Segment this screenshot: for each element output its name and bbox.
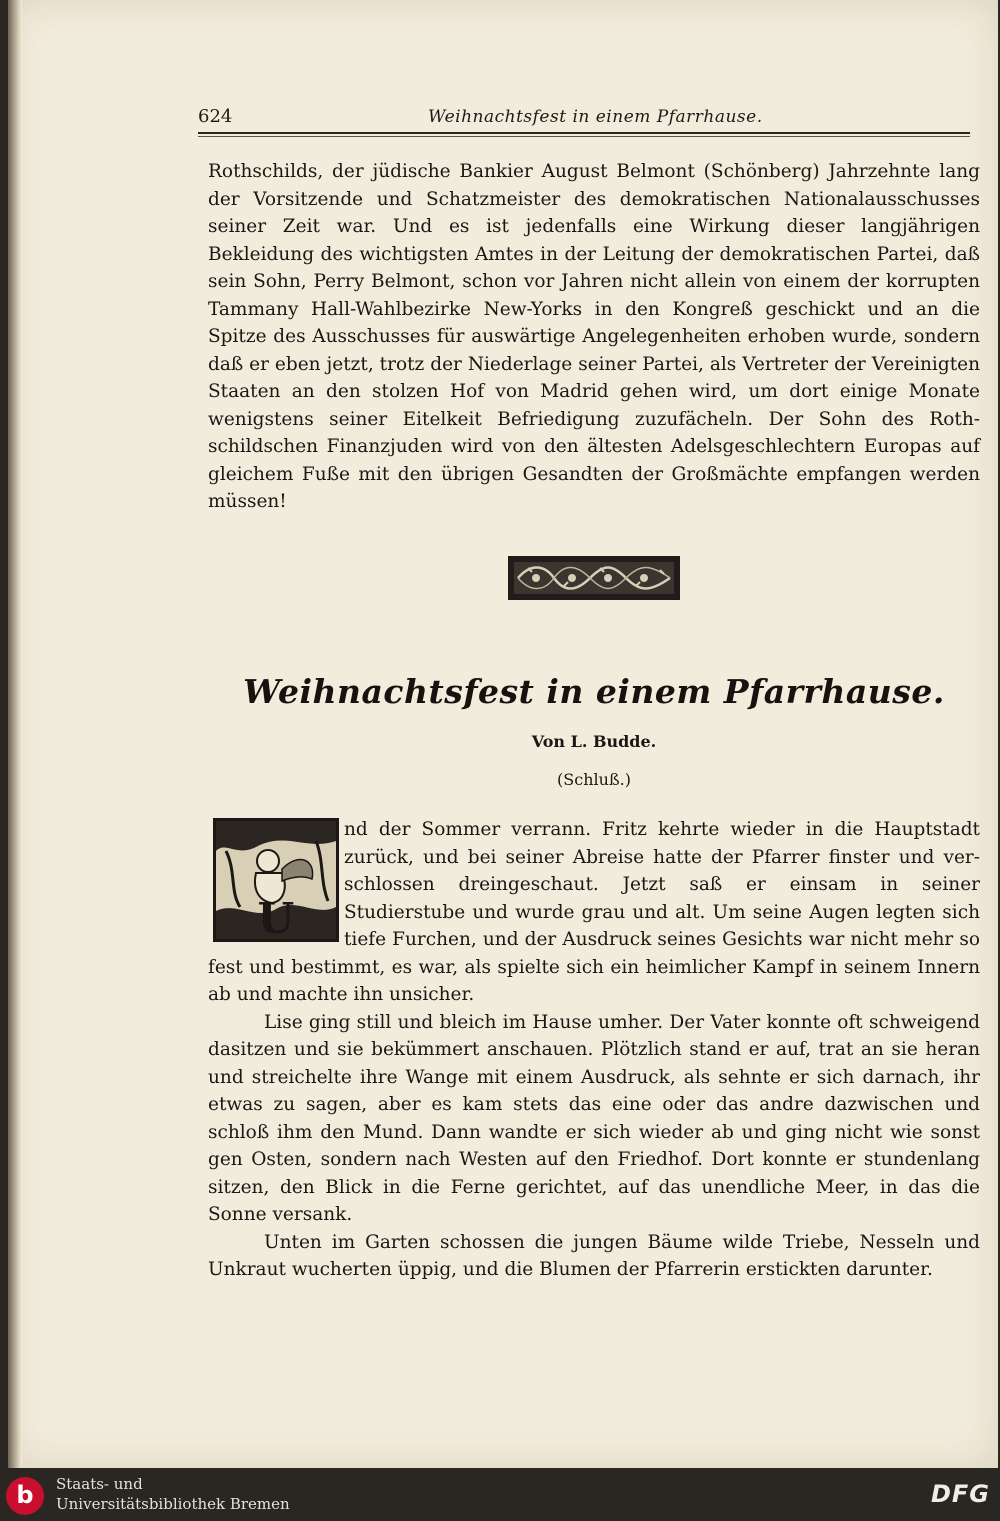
- article-paragraph: Lise ging still und bleich im Hause umher. Der Vater konnte oft schweigend dasitzen und sie bekümmert anschauen. Plötzlich stand er auf, trat an sie heran und streichelte ihre Wange mit einem Ausdruck, als sehnte er sich darnach, ihr etwas zu sagen, aber es kam stets das eine oder das andre dazwischen und schloß ihm den Mund. Dann wandte er sich wieder ab und ging nicht wie sonst gen Osten, sondern nach Westen auf den Friedhof. Dort konnte er stundenlang sitzen, den Blick in die Ferne gerichtet, auf das unendliche Meer, in das die Sonne versank.: [208, 1011, 980, 1225]
- running-title: Weihnachtsfest in einem Pfarrhause.: [428, 107, 763, 127]
- article-author: Von L. Budde.: [531, 732, 657, 751]
- library-name-line2: Universitätsbibliothek Bremen: [56, 1495, 290, 1513]
- viewer-footer: [0, 1468, 1000, 1521]
- dfg-logo[interactable]: DFG: [930, 1480, 990, 1508]
- book-spine-shadow: [8, 0, 22, 1468]
- illustrated-initial: [213, 818, 339, 942]
- continuation-paragraph: [208, 158, 980, 516]
- scanned-page: [8, 0, 998, 1468]
- vignette-ornament-image: [510, 558, 678, 598]
- library-logo-icon[interactable]: b: [6, 1477, 44, 1515]
- article-title: Weihnachtsfest in einem Pfarrhause.: [243, 672, 945, 711]
- library-name[interactable]: [56, 1474, 290, 1514]
- article-note: (Schluß.): [557, 770, 631, 789]
- article-paragraph: nd der Sommer verrann. Fritz kehrte wieder in die Hauptstadt zurück, und bei seiner Abreise hatte der Pfarrer finster und ver-schlossen dreingeschaut. Jetzt saß er einsam in seiner Studierstube und wurde grau und alt. Um seine Augen legten sich tiefe Furchen, und der Ausdruck seines Gesichts war nicht mehr so fest und bestimmt, es war, als spielte sich ein heimlicher Kampf in seinem Innern ab und machte ihn unsicher.: [208, 819, 980, 1005]
- running-header: [198, 106, 970, 134]
- article-paragraph: Unten im Garten schossen die jungen Bäume wilde Triebe, Nesseln und Unkraut wucherten üppig, und die Blumen der Pfarrerin erstickten darunter.: [208, 1231, 980, 1280]
- paragraph-text: Rothschilds, der jüdische Bankier August Belmont (Schönberg) Jahrzehnte lang der Vorsitzende und Schatzmeister des demokratischen Nationalausschusses seiner Zeit war. Und es ist jedenfalls eine Wirkung dieser langjährigen Bekleidung des wichtigsten Amtes in der Leitung der demokratischen Partei, daß sein Sohn, Perry Belmont, schon vor Jahren nicht allein von einem der korrupten Tammany Hall-Wahlbezirke New-Yorks in den Kongreß geschickt und an die Spitze des Ausschusses für auswärtige Angelegenheiten erhoben wurde, sondern daß er eben jetzt, trotz der Niederlage seiner Partei, als Vertreter der Vereinigten Staaten an den stolzen Hof von Madrid gehen wird, um dort einige Monate wenigstens seiner Eitelkeit Befriedigung zuzufächeln. Der Sohn des Roth-schildschen Finanzjuden wird von den ältesten Adelsgeschlechtern Europas auf gleichem Fuße mit den übrigen Gesandten der Großmächte empfangen werden müssen!: [208, 161, 980, 512]
- page-number: 624: [198, 106, 233, 127]
- initial-illustration: [216, 821, 336, 939]
- initial-letter: U: [257, 894, 295, 939]
- decorative-vignette: [508, 556, 680, 600]
- library-name-line1: Staats- und: [56, 1475, 143, 1493]
